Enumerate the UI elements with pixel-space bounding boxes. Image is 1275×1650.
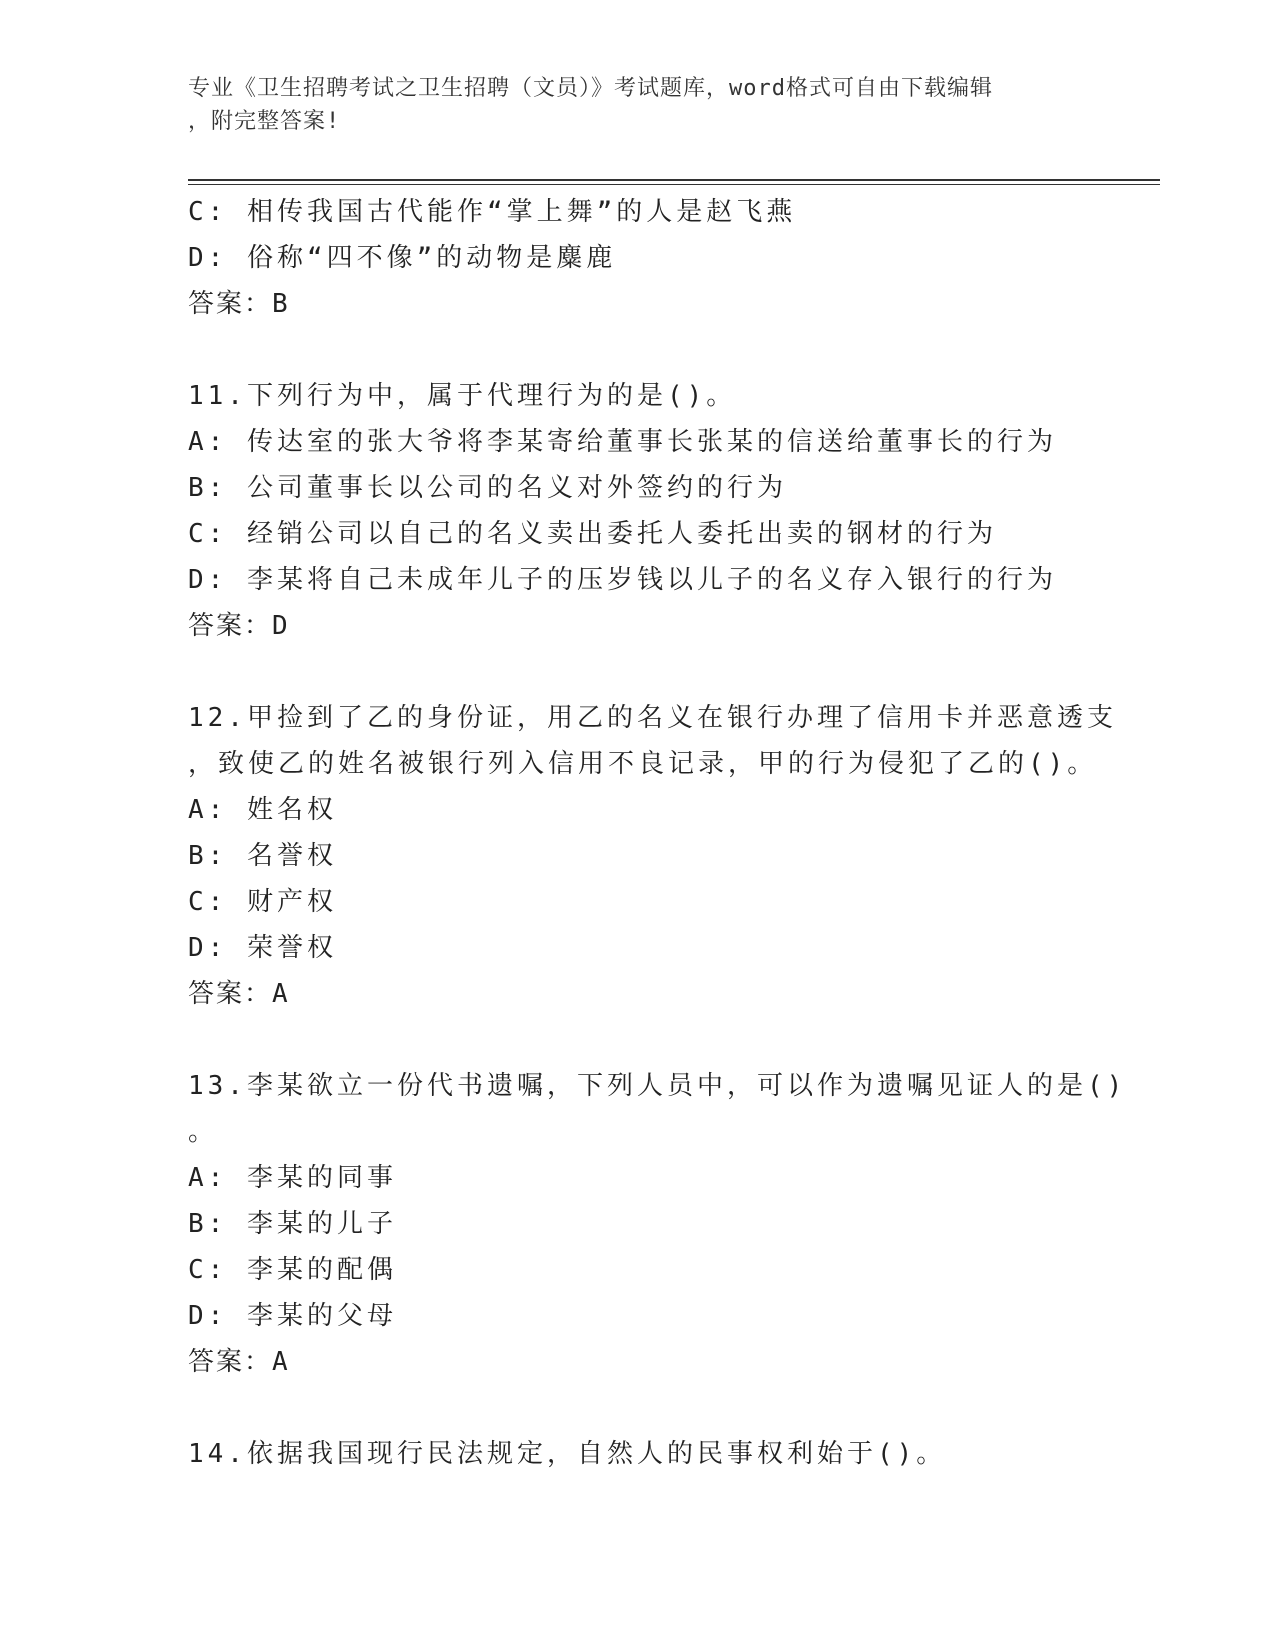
- option-c: C: 相传我国古代能作“掌上舞”的人是赵飞燕: [188, 197, 797, 227]
- question-spacer: [188, 1385, 1088, 1431]
- option-b: B: 公司董事长以公司的名义对外签约的行为: [188, 473, 787, 503]
- option-b: B: 李某的儿子: [188, 1209, 397, 1239]
- question-stem: 11.下列行为中，属于代理行为的是()。: [188, 381, 737, 411]
- question-stem-line-2: ，致使乙的姓名被银行列入信用不良记录，甲的行为侵犯了乙的()。: [188, 749, 1098, 779]
- answer-line: 答案：A: [188, 979, 290, 1009]
- option-b: B: 名誉权: [188, 841, 337, 871]
- option-a: A: 传达室的张大爷将李某寄给董事长张某的信送给董事长的行为: [188, 427, 1057, 457]
- question-spacer: [188, 1017, 1088, 1063]
- question-stem-line-1: 13.李某欲立一份代书遗嘱，下列人员中，可以作为遗嘱见证人的是(): [188, 1071, 1127, 1101]
- option-c: C: 经销公司以自己的名义卖出委托人委托出卖的钢材的行为: [188, 519, 997, 549]
- option-d: D: 李某将自己未成年儿子的压岁钱以儿子的名义存入银行的行为: [188, 565, 1057, 595]
- question-14: [188, 1431, 1088, 1477]
- option-d: D: 俗称“四不像”的动物是麋鹿: [188, 243, 617, 273]
- answer-line: 答案：D: [188, 611, 290, 641]
- header-title-line-1: 专业《卫生招聘考试之卫生招聘（文员）》考试题库，word格式可自由下载编辑: [188, 76, 993, 101]
- question-list: [188, 189, 1127, 1477]
- option-c: C: 财产权: [188, 887, 337, 917]
- question-stem: 14.依据我国现行民法规定，自然人的民事权利始于()。: [188, 1439, 947, 1469]
- question-spacer: [188, 649, 1088, 695]
- question-stem-line-1: 12.甲捡到了乙的身份证，用乙的名义在银行办理了信用卡并恶意透支: [188, 703, 1117, 733]
- question-stem-line-2: 。: [188, 1117, 219, 1147]
- question-spacer: [188, 327, 1088, 373]
- question-10-tail: [188, 189, 1088, 327]
- document-header: [188, 72, 1088, 138]
- header-title-line-2: ，附完整答案!: [188, 109, 341, 134]
- header-divider-thin: [188, 184, 1160, 185]
- option-c: C: 李某的配偶: [188, 1255, 397, 1285]
- question-13: [188, 1063, 1127, 1385]
- option-a: A: 李某的同事: [188, 1163, 397, 1193]
- question-11: [188, 373, 1088, 649]
- question-12: [188, 695, 1117, 1017]
- option-d: D: 荣誉权: [188, 933, 337, 963]
- answer-line: 答案：B: [188, 289, 290, 319]
- option-d: D: 李某的父母: [188, 1301, 397, 1331]
- option-a: A: 姓名权: [188, 795, 337, 825]
- header-divider-thick: [188, 179, 1160, 181]
- answer-line: 答案：A: [188, 1347, 290, 1377]
